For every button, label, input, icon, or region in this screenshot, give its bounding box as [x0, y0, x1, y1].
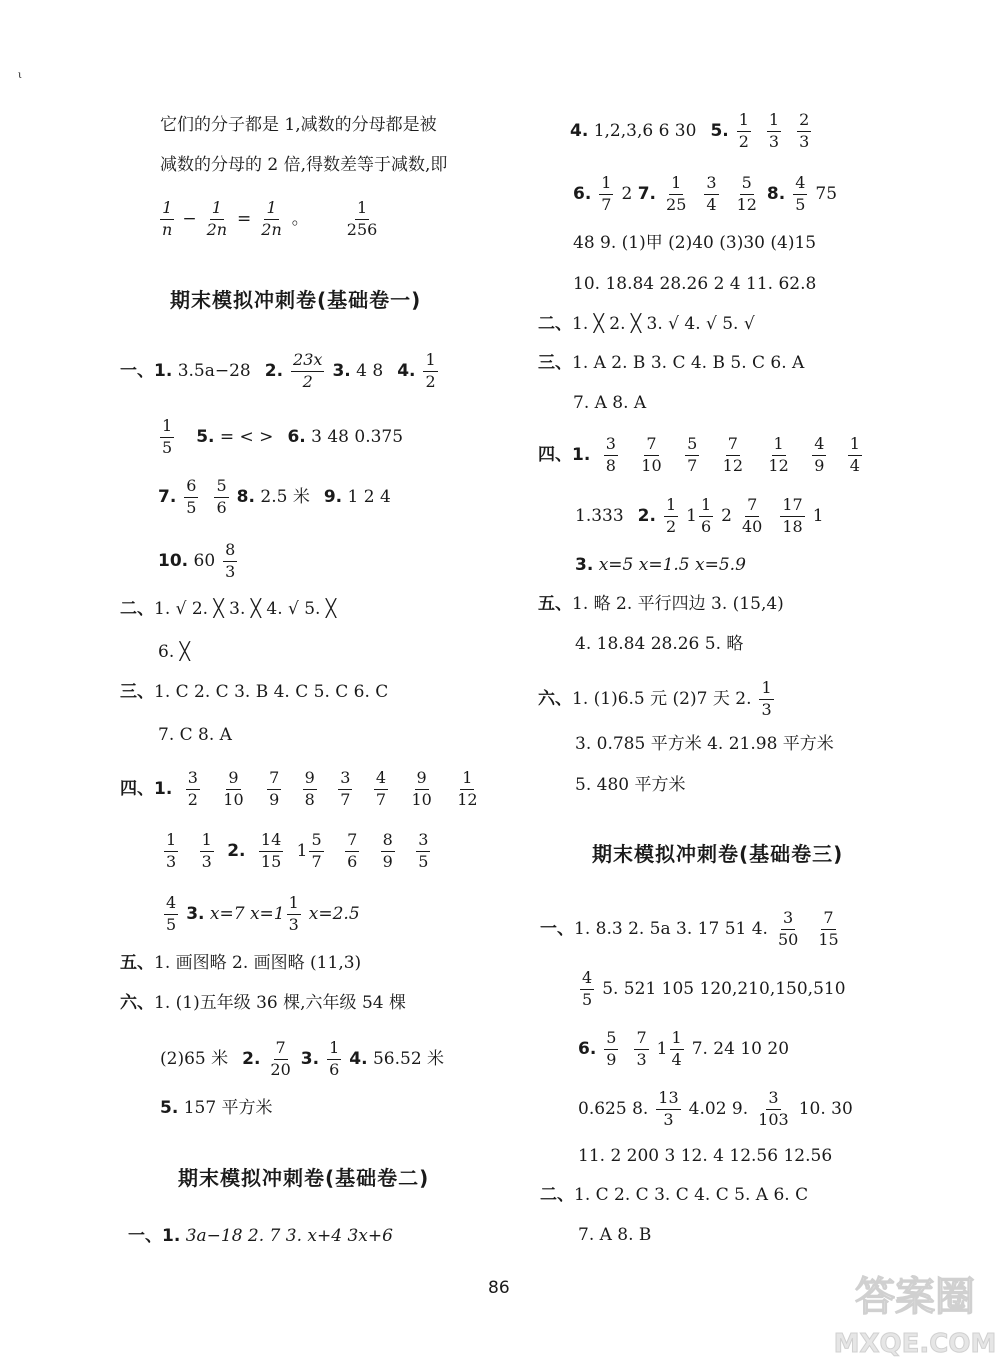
answer-line: 7. A 8. B: [578, 1225, 652, 1245]
fraction: $\frac{4}{9}$: [814, 434, 825, 475]
answer-line: 三、1. A 2. B 3. C 4. B 5. C 6. A: [538, 353, 805, 373]
formula-line: $\frac{1}{n}$ − $\frac{1}{2n}$ = $\frac{1}{2n}$ 。 $\frac{1}{256}$: [162, 198, 378, 239]
fraction: $\frac{7}{12}$: [722, 434, 744, 475]
answer-line: 3. x=5 x=1.5 x=5.9: [575, 555, 746, 575]
answer-line: 5. 157 平方米: [160, 1098, 273, 1118]
answer-line: 4. 1,2,3,6 6 30 5. $\frac{1}{2}$ $\frac{1}{3}$ $\frac{2}{3}$: [570, 110, 810, 151]
answer-line: 二、1. √ 2. ╳ 3. ╳ 4. √ 5. ╳: [120, 599, 337, 619]
answer-line: 三、1. C 2. C 3. B 4. C 5. C 6. C: [120, 682, 389, 702]
intro-line-2: 减数的分母的 2 倍,得数差等于减数,即: [160, 155, 448, 175]
answer-line: 0.625 8. $\frac{13}{3}$ 4.02 9. $\frac{3}{103}$ 10. 30: [578, 1088, 853, 1129]
fraction: $\frac{17}{18}$: [782, 495, 803, 536]
tick-mark: ι: [18, 70, 22, 81]
fraction: $\frac{7}{15}$: [818, 908, 839, 949]
answer-line: 二、1. C 2. C 3. C 4. C 5. A 6. C: [540, 1185, 809, 1205]
answer-line: 10. 60 $\frac{8}{3}$: [158, 540, 236, 581]
answer-line: $\frac{1}{5}$ 5. = < > 6. 3 48 0.375: [162, 416, 404, 457]
answer-line: 一、1. 8.3 2. 5a 3. 17 51 4. $\frac{3}{50}$ $\frac{7}{15}$: [540, 908, 839, 949]
fraction: $\frac{4}{5}$: [795, 173, 806, 214]
fraction: $\frac{2}{3}$: [799, 110, 810, 151]
fraction: $\frac{7}{6}$: [347, 830, 358, 871]
answer-line: 48 9. (1)甲 (2)40 (3)30 (4)15: [573, 233, 817, 253]
fraction: $\frac{1}{25}$: [666, 173, 687, 214]
answer-line: 4. 18.84 28.26 5. 略: [575, 634, 744, 654]
fraction: $\frac{7}{40}$: [742, 495, 763, 536]
fraction: $\frac{5}{7}$: [687, 434, 698, 475]
answer-line: $\frac{4}{5}$ 5. 521 105 120,210,150,510: [582, 968, 846, 1009]
fraction: $\frac{4}{5}$: [582, 968, 593, 1009]
fraction: $\frac{1}{2n}$: [261, 198, 282, 239]
fraction: $\frac{3}{4}$: [706, 173, 717, 214]
answer-line: 6. $\frac{1}{7}$ 2 7. $\frac{1}{25}$ $\frac{3}{4}$ $\frac{5}{12}$ 8. $\frac{4}{5}$ 75: [573, 173, 838, 214]
answer-line: 四、1. $\frac{3}{2}$ $\frac{9}{10}$ $\frac{7}{9}$ $\frac{9}{8}$ $\frac{3}{7}$ $\frac{4}{7}$ $\frac{9}{10}$ $\frac{1}{12}$: [120, 768, 478, 809]
fraction: $\frac{3}{50}$: [777, 908, 799, 949]
fraction: $\frac{1}{6}$: [329, 1038, 340, 1079]
answer-line: 6. $\frac{5}{9}$ $\frac{7}{3}$ 1 $\frac{1}{4}$ 7. 24 10 20: [578, 1028, 790, 1069]
fraction: $\frac{3}{5}$: [418, 830, 429, 871]
answer-line: 3. 0.785 平方米 4. 21.98 平方米: [575, 734, 834, 754]
fraction: $\frac{7}{10}$: [641, 434, 662, 475]
fraction: $\frac{1}{7}$: [601, 173, 612, 214]
fraction: $\frac{1}{2}$: [665, 495, 677, 536]
answer-line: 7. C 8. A: [158, 725, 232, 745]
fraction: $\frac{7}{9}$: [269, 768, 280, 809]
fraction: $\frac{1}{2}$: [425, 350, 436, 391]
fraction: $\frac{8}{9}$: [382, 830, 393, 871]
fraction: $\frac{1}{3}$: [768, 110, 780, 151]
fraction: $\frac{14}{15}$: [260, 830, 282, 871]
fraction: $\frac{1}{256}$: [346, 198, 378, 239]
page-number: 86: [488, 1278, 510, 1298]
fraction: $\frac{3}{103}$: [758, 1088, 789, 1129]
fraction: $\frac{1}{3}$: [288, 893, 299, 934]
fraction: $\frac{1}{6}$: [700, 495, 712, 536]
answer-line: 四、1. $\frac{3}{8}$ $\frac{7}{10}$ $\frac{5}{7}$ $\frac{7}{12}$ $\frac{1}{12}$ $\frac{4}{9}$ $\frac{1}{4}$: [538, 434, 860, 475]
intro-line-1: 它们的分子都是 1,减数的分母都是被: [160, 115, 437, 135]
fraction: $\frac{1}{3}$: [201, 830, 212, 871]
answer-line: 6. ╳: [158, 642, 190, 662]
section-heading-3: 期末模拟冲刺卷(基础卷三): [592, 842, 844, 866]
fraction: $\frac{9}{8}$: [304, 768, 315, 809]
fraction: $\frac{4}{7}$: [375, 768, 387, 809]
answer-line: 六、1. (1)6.5 元 (2)7 天 2. $\frac{1}{3}$: [538, 678, 772, 719]
answer-line: 五、1. 略 2. 平行四边 3. (15,4): [538, 594, 784, 614]
answer-line: 一、1. 3a−18 2. 7 3. x+4 3x+6: [128, 1226, 393, 1246]
fraction: $\frac{5}{7}$: [311, 830, 322, 871]
answer-line: $\frac{1}{3}$ $\frac{1}{3}$ 2. $\frac{14}{15}$ 1 $\frac{5}{7}$ $\frac{7}{6}$ $\frac{8}{9}$ $\frac{3}{5}$: [166, 830, 429, 871]
fraction: $\frac{4}{5}$: [166, 893, 177, 934]
fraction: $\frac{1}{3}$: [761, 678, 772, 719]
answer-line: 1.333 2. $\frac{1}{2}$ 1 $\frac{1}{6}$ 2 $\frac{7}{40}$ $\frac{17}{18}$ 1: [575, 495, 824, 536]
fraction: $\frac{5}{6}$: [216, 476, 227, 517]
fraction: $\frac{1}{3}$: [166, 830, 177, 871]
fraction: $\frac{5}{9}$: [606, 1028, 617, 1069]
answer-line: 5. 480 平方米: [575, 775, 686, 795]
fraction: $\frac{9}{10}$: [223, 768, 244, 809]
fraction: $\frac{1}{2n}$: [206, 198, 228, 239]
answer-line: 7. $\frac{6}{5}$ $\frac{5}{6}$ 8. 2.5 米 9. 1 2 4: [158, 476, 391, 517]
fraction: $\frac{1}{12}$: [768, 434, 789, 475]
fraction: $\frac{1}{2}$: [738, 110, 749, 151]
fraction: $\frac{9}{10}$: [411, 768, 432, 809]
fraction: $\frac{3}{7}$: [340, 768, 351, 809]
answer-line: (2)65 米 2. $\frac{7}{20}$ 3. $\frac{1}{6}$ 4. 56.52 米: [160, 1038, 445, 1079]
fraction: $\frac{3}{8}$: [605, 434, 616, 475]
watermark-logo: [830, 1260, 1000, 1368]
section-heading-1: 期末模拟冲刺卷(基础卷一): [170, 288, 422, 312]
fraction: $\frac{1}{n}$: [162, 198, 173, 239]
fraction: $\frac{6}{5}$: [186, 476, 197, 517]
fraction: $\frac{7}{3}$: [636, 1028, 647, 1069]
answer-line: 7. A 8. A: [573, 393, 647, 413]
answer-line: 六、1. (1)五年级 36 棵,六年级 54 棵: [120, 993, 406, 1013]
fraction: $\frac{1}{12}$: [457, 768, 478, 809]
fraction: $\frac{1}{5}$: [162, 416, 173, 457]
watermark-top: 答案圈: [855, 1274, 975, 1320]
section-heading-2: 期末模拟冲刺卷(基础卷二): [178, 1166, 430, 1190]
answer-line: 10. 18.84 28.26 2 4 11. 62.8: [573, 274, 817, 294]
fraction: $\frac{5}{12}$: [736, 173, 757, 214]
answer-line: 二、1. ╳ 2. ╳ 3. √ 4. √ 5. √: [538, 314, 755, 334]
answer-line: 一、1. 3.5a−28 2. $\frac{23x}{2}$ 3. 4 8 4. $\frac{1}{2}$: [120, 350, 436, 391]
fraction: $\frac{7}{20}$: [270, 1038, 291, 1079]
fraction: $\frac{1}{4}$: [849, 434, 860, 475]
answer-line: $\frac{4}{5}$ 3. x=7 x=1 $\frac{1}{3}$ x=2.5: [166, 893, 360, 934]
fraction: $\frac{1}{4}$: [671, 1028, 682, 1069]
fraction: $\frac{23x}{2}$: [293, 350, 323, 391]
watermark-bottom: MXQE.COM: [833, 1329, 997, 1359]
fraction: $\frac{8}{3}$: [225, 540, 236, 581]
fraction: $\frac{13}{3}$: [658, 1088, 679, 1129]
answer-line: 五、1. 画图略 2. 画图略 (11,3): [120, 953, 362, 973]
fraction: $\frac{3}{2}$: [187, 768, 198, 809]
answer-line: 11. 2 200 3 12. 4 12.56 12.56: [578, 1146, 833, 1166]
